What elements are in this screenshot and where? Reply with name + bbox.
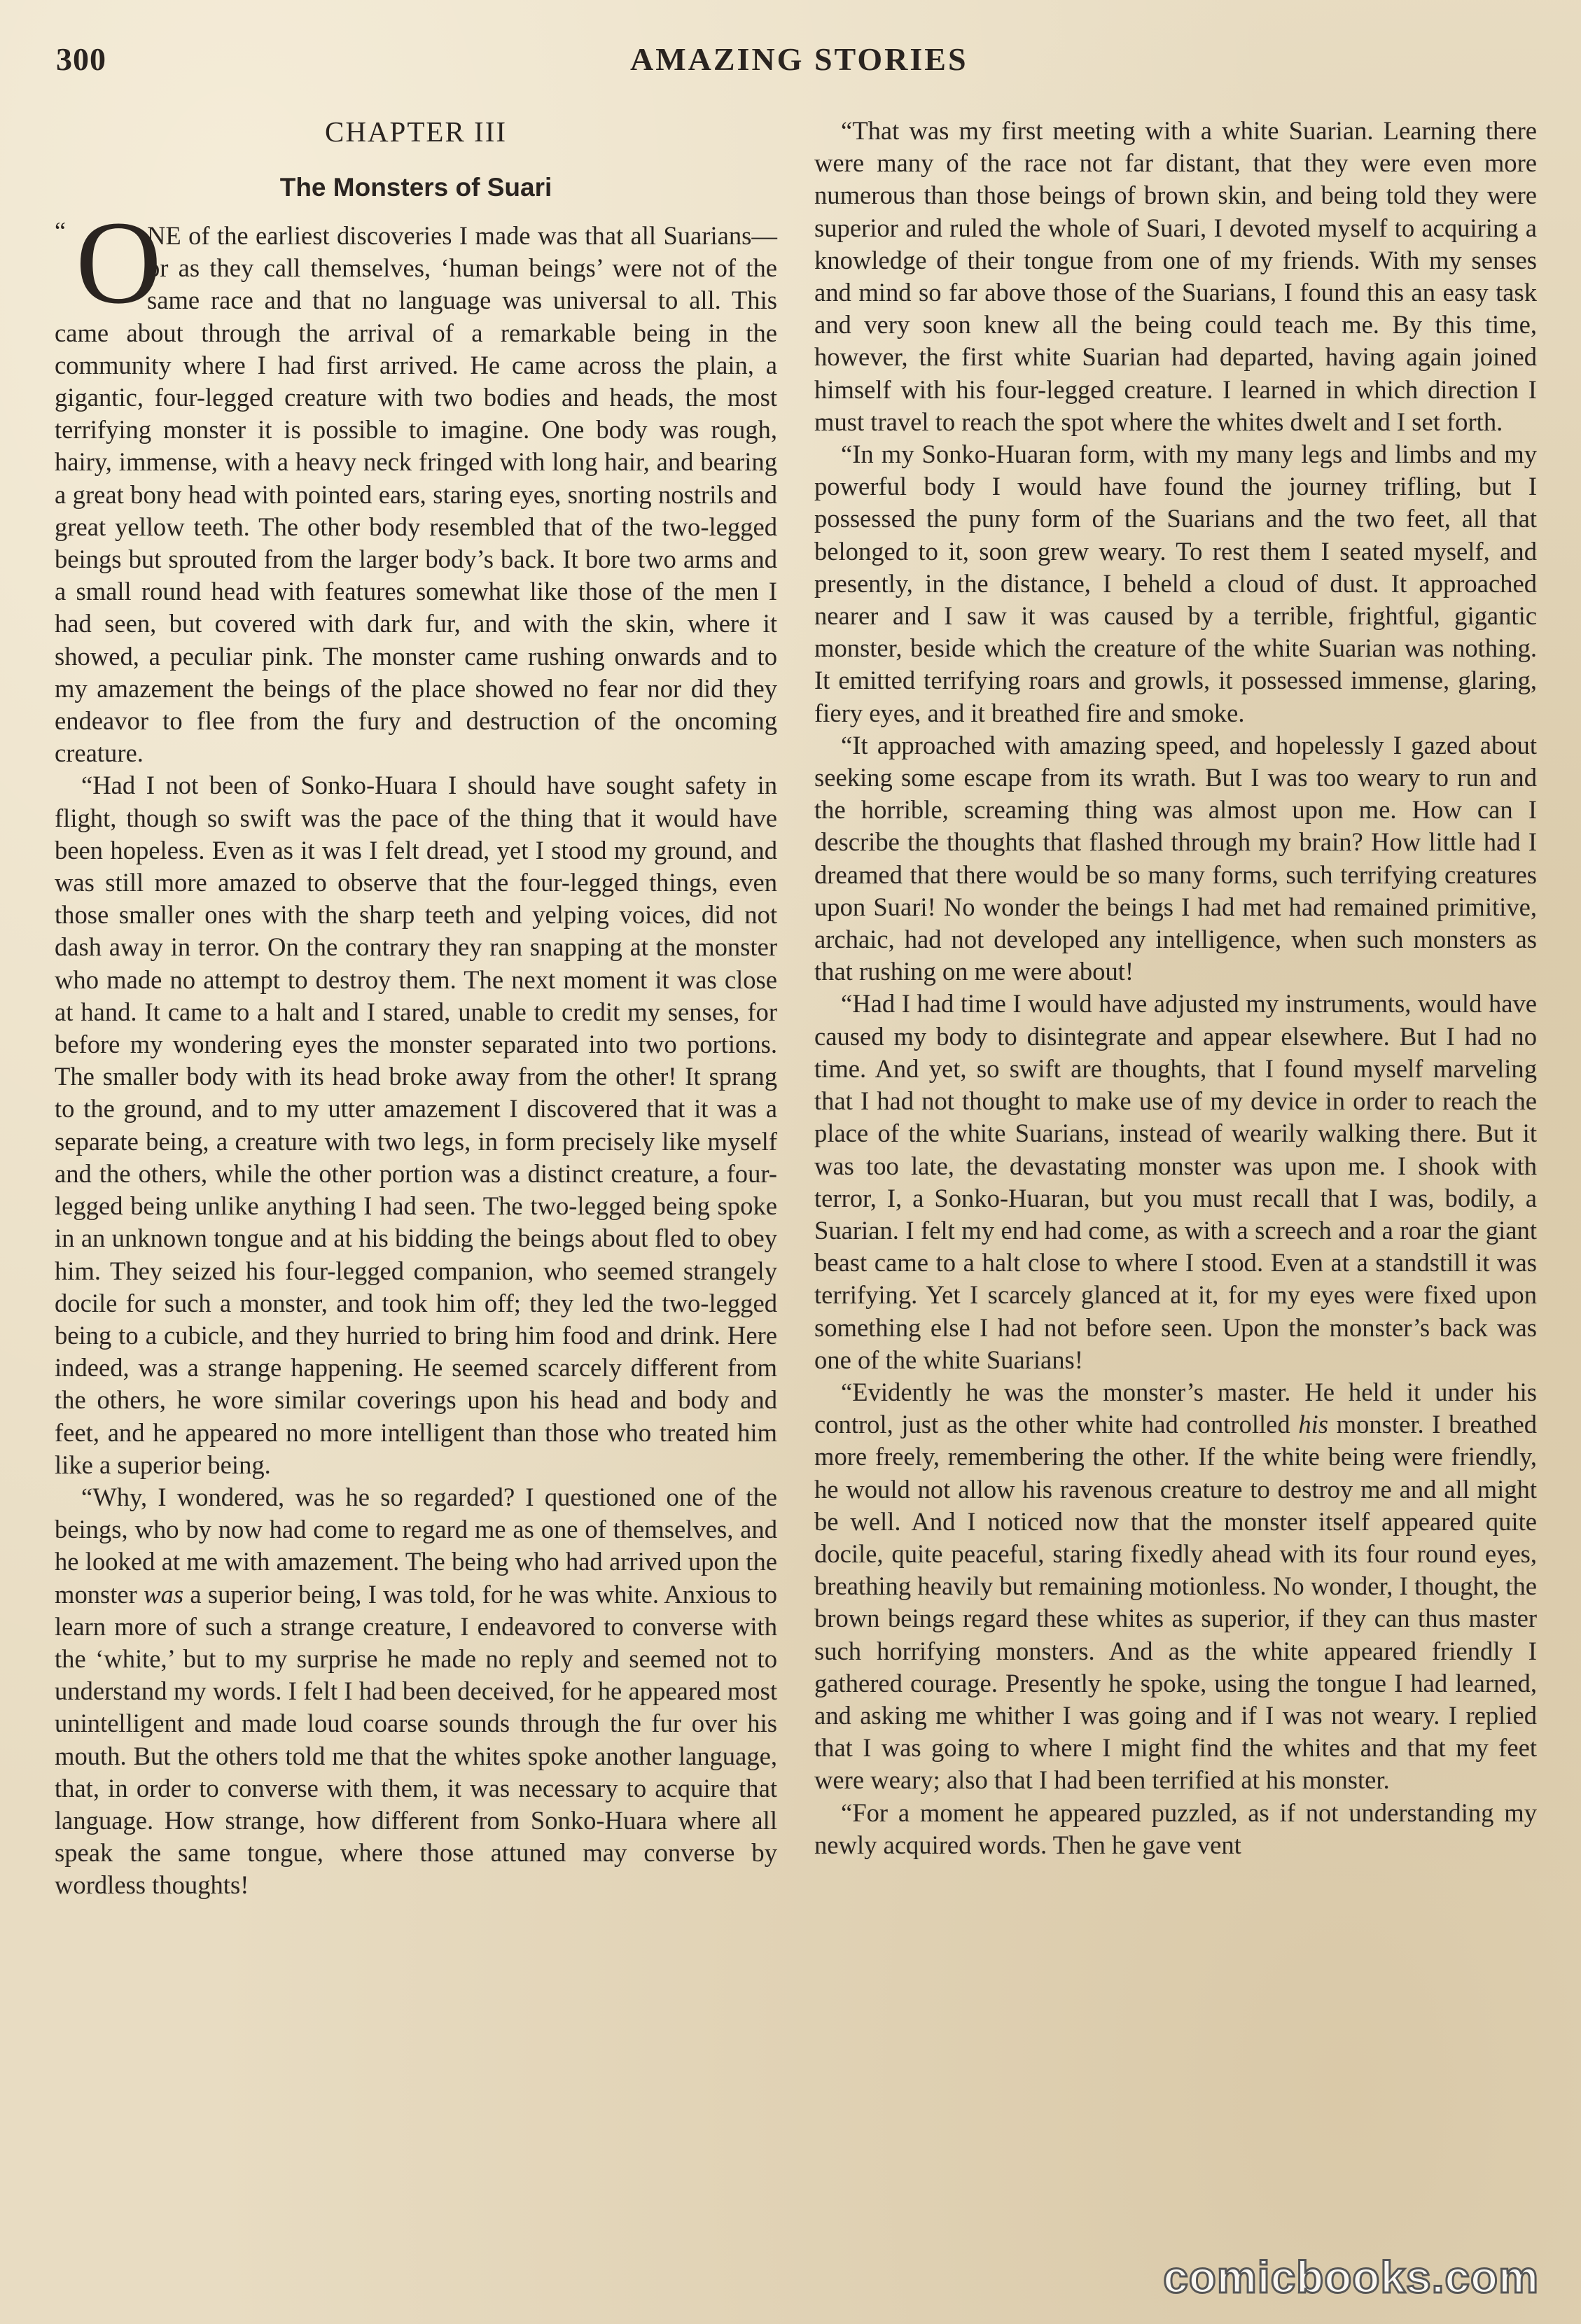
chapter-title: The Monsters of Suari [279, 173, 552, 202]
paragraph [814, 1376, 1537, 1797]
site-watermark: comicbooks.com [1163, 2252, 1539, 2302]
paragraph: “Had I not been of Sonko-Huara I should have sought safety in flight, though so swift was the pace of the thing that it would have been hopeless. Even as it was I felt dread, yet I stood my ground, and was still more amazed to observe that the four-legged things, even those smaller ones with the sharp teeth and yelping voices, did not dash away in terror. On the contrary they ran snapping at the monster who made no attempt to destroy them. The next moment it was close at hand. It came to a halt and I stared, unable to credit my senses, for before my wondering eyes the monster separated into two portions. The smaller body with its head broke away from the other! It sprang to the ground, and to my utter amazement I discovered that it was a separate being, a creature with two legs, in form precisely like myself and the others, while the other portion was a distinct creature, a four-legged being unlike anything I had seen. The two-legged being spoke in an unknown tongue and at his bidding the beings about fled to obey him. They seized his four-legged companion, who seemed strangely docile for such a monster, and took him off; they led the two-legged being to a cubicle, and they hurried to bring him food and drink. Here indeed, was a strange happening. He seemed scarcely different from the others, he wore similar coverings upon his head and body and feet, and he appeared no more intelligent than those who treated him like a superior being. [55, 771, 777, 1479]
paragraph: “In my Sonko-Huaran form, with my many legs and limbs and my powerful body I would have found the journey trifling, but I possessed the puny form of the Suarians and the two feet, all that belonged to it, soon grew weary. To rest them I seated myself, and presently, in the distance, I beheld a cloud of dust. It approached nearer and I saw it was caused by a terrible, frightful, gigantic monster, beside which the creature of the white Suarian was nothing. It emitted terrifying roars and growls, it possessed immense, glaring, fiery eyes, and it breathed fire and smoke. [814, 440, 1537, 727]
left-column [55, 112, 777, 1902]
running-head [56, 41, 1533, 83]
page-number: 300 [56, 41, 106, 77]
paragraph-text: a superior being, I was told, for he was white. Anxious to learn more of such a strange creature, I endeavored to converse with the ‘white,’ but to my surprise he made no reply and seemed not to understand my words. I felt I had been deceived, for he appeared most unintelligent and made loud coarse sounds through the fur over his mouth. But the others told me that the whites spoke another language, that, in order to converse with them, it was necessary to acquire that language. How strange, how different from Sonko-Huara where all speak the same tongue, where those attuned may converse by wordless thoughts! [55, 1579, 777, 1900]
paragraph-text: monster. I breathed more freely, remembering the other. If the white being were friendly, he would not allow his ravenous creature to destroy me and all might be well. And I noticed now that the monster itself appeared quite docile, quite peaceful, staring fixedly ahead with its four round eyes, breathing heavily but remaining motionless. No wonder, I thought, the brown beings regard these whites as superior, if they can thus master such horrifying monsters. And as the white appeared friendly I gathered courage. Presently he spoke, using the tongue I had learned, and asking me whither I was going and if I was not weary. I replied that I was going to where I might find the whites and that my feet were weary; also that I had been terrified at his monster. [814, 1410, 1537, 1795]
italic-word: his [1298, 1410, 1329, 1439]
chapter-heading: CHAPTER III [324, 115, 507, 148]
italic-word: was [144, 1579, 184, 1609]
paragraph: “For a moment he appeared puzzled, as if not understanding my newly acquired words. Then he gave vent [814, 1798, 1537, 1859]
paragraph [55, 1481, 777, 1902]
paragraph-text: NE of the earliest discoveries I made was that all Suarians—or as they call themselves, ‘human beings’ were not of the same race and that no language was universal to all. This came about through the arrival of a remarkable being in the community where I had first arrived. He came across the plain, a gigantic, four-legged creature with two bodies and heads, the most terrifying monster it is possible to imagine. One body was rough, hairy, immense, with a heavy neck fringed with long hair, and bearing a great bony head with pointed ears, staring eyes, snorting nostrils and great yellow teeth. The other body resembled that of the two-legged beings but sprouted from the larger body’s back. It bore two arms and a small round head with features somewhat like those of the men I had seen, but covered with dark fur, and with the skin, where it showed, a peculiar pink. The monster came rushing onwards and to my amazement the beings of the place showed no fear nor did they endeavor to flee from the fury and destruction of the oncoming creature. [55, 221, 777, 768]
opening-quote-mark: “ [55, 217, 66, 245]
paragraph-text: “Why, I wondered, was he so regarded? I questioned one of the beings, who by now had come to regard me as one of themselves, and he looked at me with amazement. The being who had arrived upon the monster [55, 1482, 777, 1609]
paragraph: “It approached with amazing speed, and hopelessly I gazed about seeking some escape from its wrath. But I was too weary to run and the horrible, screaming thing was almost upon me. How can I describe the thoughts that flashed through my brain? How little had I dreamed that there would be so many forms, such terrifying creatures upon Suari! No wonder the beings I had met had remained primitive, archaic, had not developed any intelligence, when such monsters as that rushing on me were about! [814, 730, 1537, 986]
drop-cap-letter: O [76, 197, 162, 328]
drop-cap-block [55, 197, 162, 328]
right-column [814, 115, 1537, 1861]
paragraph: “That was my first meeting with a white Suarian. Learning there were many of the race not far distant, that they were even more numerous than those beings of brown skin, and being told they were superior and ruled the whole of Suari, I devoted myself to acquiring a knowledge of their tongue from one of my friends. With my senses and mind so far above those of the Suarians, I found this an easy task and very soon knew all the being could teach me. By this time, however, the first white Suarian had departed, having again joined himself with his four-legged creature. I learned in which direction I must travel to reach the spot where the whites dwelt and I set forth. [814, 116, 1537, 436]
magazine-title: AMAZING STORIES [630, 41, 968, 77]
paragraph-opening [55, 197, 777, 769]
paragraph-text: “Evidently he was the monster’s master. He held it under his control, just as the other white had controlled [814, 1377, 1537, 1439]
paragraph: “Had I had time I would have adjusted my instruments, would have caused my body to disintegrate and appear elsewhere. But I had no time. And yet, so swift are thoughts, that I found myself marveling that I had not thought to make use of my device in order to reach the place of the white Suarians, instead of wearily walking there. But it was too late, the devastating monster was upon me. I shook with terror, I, a Sonko-Huaran, but you must recall that I was, bodily, a Suarian. I felt my end had come, as with a screech and a roar the giant beast came to a halt close to where I stood. Even at a standstill it was terrifying. Yet I scarcely glanced at it, for my eyes were fixed upon something else I had not before seen. Upon the monster’s back was one of the white Suarians! [814, 989, 1537, 1374]
